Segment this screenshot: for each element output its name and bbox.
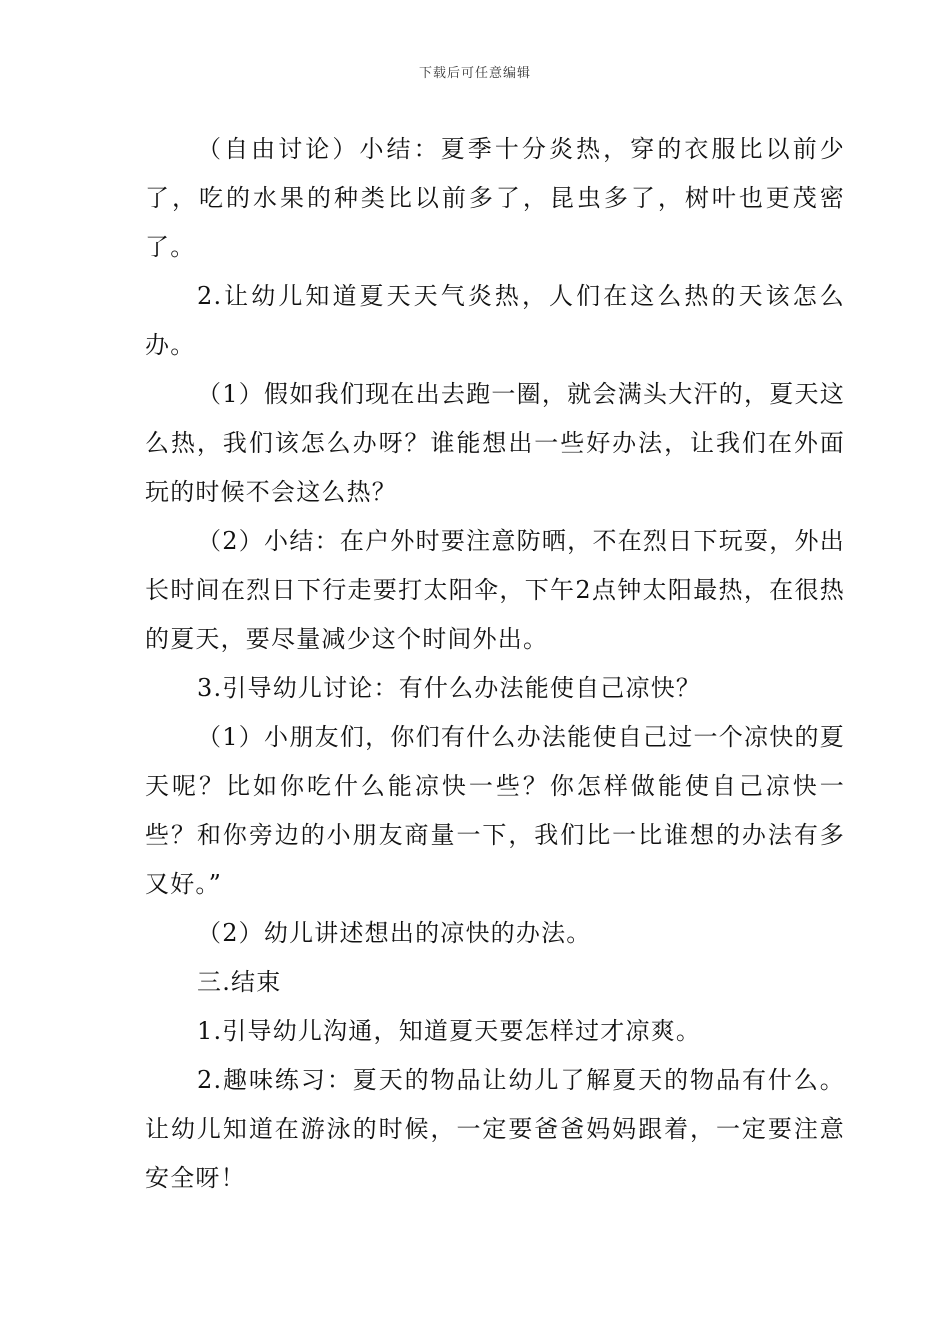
paragraph-summary-discussion: （自由讨论）小结：夏季十分炎热，穿的衣服比以前少了，吃的水果的种类比以前多了，昆虫多了，树叶也更茂密了。 [145, 135, 845, 261]
paragraph-step-3: 3.引导幼儿讨论：有什么办法能使自己凉快？ [197, 674, 702, 702]
paragraph-step-2: 2.让幼儿知道夏天天气炎热，人们在这么热的天该怎么办。 [145, 282, 845, 359]
page-header: 下载后可任意编辑 [418, 66, 531, 81]
paragraph-step-2-1: （1）假如我们现在出去跑一圈，就会满头大汗的，夏天这么热，我们该怎么办呀？谁能想出一些好办法，让我们在外面玩的时候不会这么热？ [145, 380, 845, 506]
paragraph-step-3-2: （2）幼儿讲述想出的凉快的办法。 [197, 919, 592, 947]
paragraph-step-3-1: （1）小朋友们，你们有什么办法能使自己过一个凉快的夏天呢？比如你吃什么能凉快一些？你怎样做能使自己凉快一些？和你旁边的小朋友商量一下，我们比一比谁想的办法有多又好。” [145, 723, 845, 898]
paragraph-end-2: 2.趣味练习：夏天的物品让幼儿了解夏天的物品有什么。让幼儿知道在游泳的时候，一定要爸爸妈妈跟着，一定要注意安全呀！ [145, 1066, 845, 1192]
paragraph-end-1: 1.引导幼儿沟通，知道夏天要怎样过才凉爽。 [197, 1017, 702, 1045]
document-body [145, 125, 845, 1203]
paragraph-step-2-2: （2）小结：在户外时要注意防晒，不在烈日下玩耍，外出长时间在烈日下行走要打太阳伞，下午2点钟太阳最热，在很热的夏天，要尽量减少这个时间外出。 [145, 527, 845, 653]
section-heading-end: 三.结束 [197, 968, 282, 996]
